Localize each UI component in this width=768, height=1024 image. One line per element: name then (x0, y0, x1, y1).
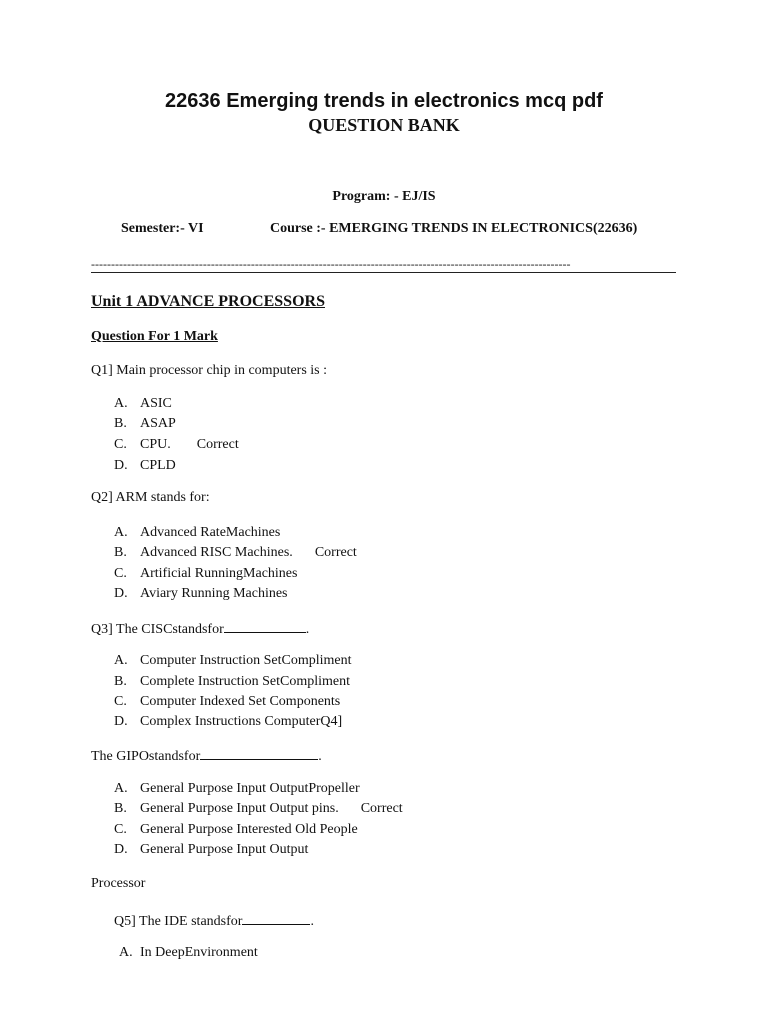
option-letter: D. (114, 842, 128, 857)
answer-blank (242, 912, 310, 925)
question-text: Q5] The IDE standsfor (114, 914, 243, 929)
option-text: General Purpose Input Output pins. (140, 801, 339, 816)
answer-blank (224, 620, 306, 633)
correct-mark: Correct (314, 545, 357, 560)
question-1: Q1] Main processor chip in computers is : (91, 363, 328, 378)
question-1-option-c (114, 437, 239, 453)
question-4-option-b (114, 801, 403, 817)
option-letter: A. (114, 653, 128, 668)
question-suffix: . (318, 749, 322, 764)
option-text: CPLD (140, 458, 176, 473)
question-3-option-b (114, 674, 350, 690)
question-text: The GIPOstandsfor (91, 749, 201, 764)
option-letter: C. (114, 694, 127, 709)
option-text: Artificial RunningMachines (140, 566, 298, 581)
course-line: Course :- EMERGING TRENDS IN ELECTRONICS(22636) (270, 221, 638, 236)
option-text: General Purpose Interested Old People (140, 822, 358, 837)
question-2: Q2] ARM stands for: (91, 490, 210, 505)
question-2-option-b (114, 545, 357, 561)
dashed-separator: ------------------------------------------------------------------------------------------------------------------------ (91, 259, 571, 269)
answer-blank (200, 747, 318, 760)
option-letter: D. (114, 714, 128, 729)
document-subtitle: QUESTION BANK (308, 115, 460, 135)
question-suffix: . (310, 914, 314, 929)
trailing-text: Processor (91, 876, 146, 891)
option-letter: A. (114, 525, 128, 540)
option-text: ASAP (140, 416, 176, 431)
question-4-option-a (114, 781, 360, 797)
question-1-option-d (114, 458, 176, 474)
option-letter: B. (114, 801, 127, 816)
question-4-option-d (114, 842, 308, 858)
option-text: Complex Instructions ComputerQ4] (140, 714, 343, 729)
option-letter: C. (114, 822, 127, 837)
question-4-option-c (114, 822, 358, 838)
option-letter: A. (119, 945, 133, 960)
document-title: 22636 Emerging trends in electronics mcq pdf (165, 90, 603, 112)
correct-mark: Correct (360, 801, 403, 816)
option-text: Complete Instruction SetCompliment (140, 674, 350, 689)
semester-line: Semester:- VI (121, 221, 204, 236)
option-text: Computer Instruction SetCompliment (140, 653, 352, 668)
separator-rule (91, 272, 676, 273)
option-letter: C. (114, 437, 127, 452)
question-2-option-a (114, 525, 280, 541)
option-letter: D. (114, 586, 128, 601)
question-1-option-a (114, 396, 172, 412)
correct-mark: Correct (196, 437, 239, 452)
option-letter: B. (114, 545, 127, 560)
question-text: Q3] The CISCstandsfor (91, 622, 224, 637)
option-text: Computer Indexed Set Components (140, 694, 341, 709)
program-line: Program: - EJ/IS (332, 189, 436, 204)
option-letter: D. (114, 458, 128, 473)
section-heading: Question For 1 Mark (91, 329, 218, 344)
option-letter: B. (114, 674, 127, 689)
option-text: In DeepEnvironment (140, 945, 258, 960)
question-suffix: . (305, 622, 310, 637)
option-text: Advanced RateMachines (140, 525, 281, 540)
option-text: ASIC (140, 396, 172, 411)
question-1-option-b (114, 416, 176, 432)
option-text: Aviary Running Machines (140, 586, 288, 601)
option-text: General Purpose Input OutputPropeller (140, 781, 360, 796)
unit-heading: Unit 1 ADVANCE PROCESSORS (91, 293, 325, 310)
option-text: Advanced RISC Machines. (140, 545, 293, 560)
question-3-option-a (114, 653, 352, 669)
option-text: CPU. (140, 437, 171, 452)
option-letter: B. (114, 416, 127, 431)
option-letter: A. (114, 781, 128, 796)
question-3-option-c (114, 694, 340, 710)
question-3-option-d (114, 714, 342, 730)
question-5-option-a (119, 945, 258, 961)
option-letter: C. (114, 566, 127, 581)
option-text: General Purpose Input Output (140, 842, 309, 857)
question-2-option-d (114, 586, 288, 602)
option-letter: A. (114, 396, 128, 411)
question-4 (91, 747, 322, 765)
question-5 (114, 912, 314, 930)
question-3 (91, 620, 309, 638)
question-2-option-c (114, 566, 297, 582)
